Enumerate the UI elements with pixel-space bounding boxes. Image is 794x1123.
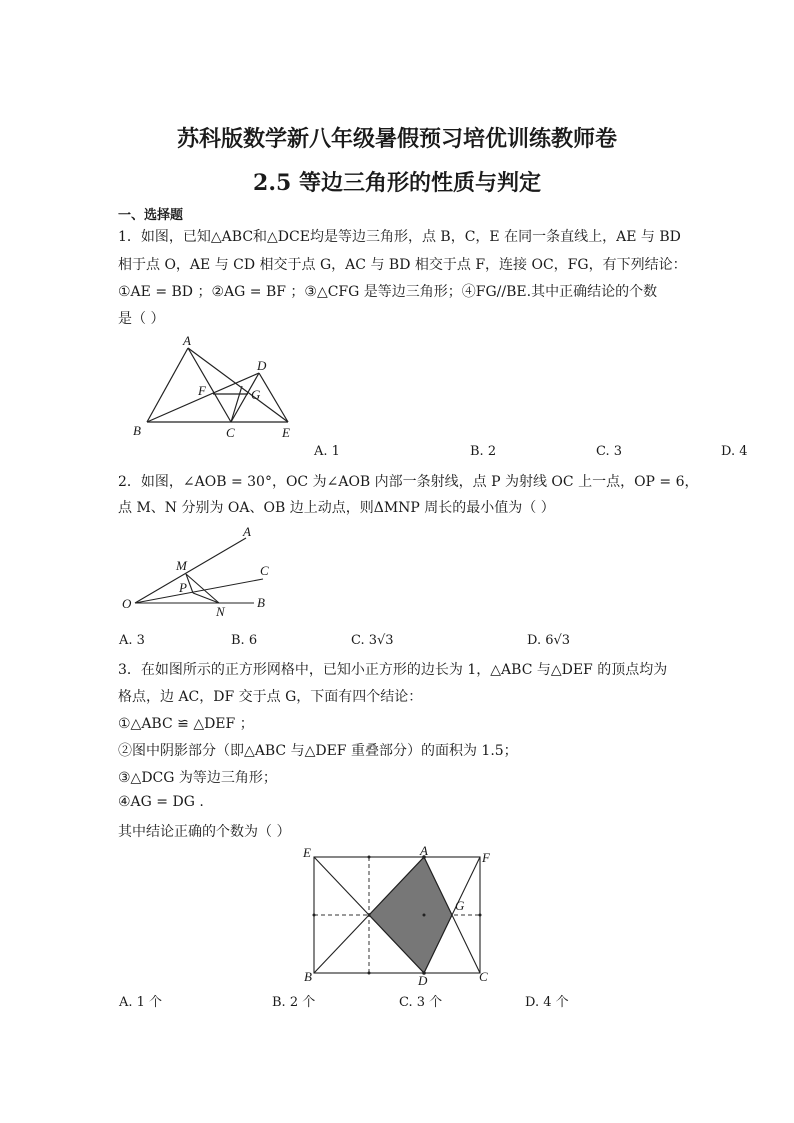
q3-line-7: 其中结论正确的个数为（ ） <box>118 824 291 840</box>
ray-oa <box>135 538 246 603</box>
document-title: 苏科版数学新八年级暑假预习培优训练教师卷 <box>176 126 617 152</box>
section-heading: 一、选择题 <box>118 208 184 223</box>
label-g: G <box>455 898 465 913</box>
label-m: M <box>176 558 187 573</box>
q3-line-5: ③△DCG 为等边三角形； <box>118 770 277 786</box>
label-b: B <box>257 595 265 610</box>
q2-option-a: A. 3 <box>119 633 145 648</box>
label-a: A <box>243 524 251 539</box>
label-a: A <box>420 843 428 858</box>
label-p: P <box>179 580 187 595</box>
q1-line-2: 相于点 O，AE 与 CD 相交于点 G，AC 与 BD 相交于点 F，连接 OC，FG，有下列结论： <box>118 257 687 273</box>
label-b: B <box>304 969 312 984</box>
q1-option-b: B. 2 <box>470 444 497 459</box>
label-b: B <box>133 423 141 438</box>
label-c: C <box>479 969 488 984</box>
q2-line-2: 点 M、N 分别为 OA、OB 边上动点，则ΔMNP 周长的最小值为（ ） <box>118 500 555 516</box>
q3-line-4: ②图中阴影部分（即△ABC 与△DEF 重叠部分）的面积为 1.5； <box>118 743 518 759</box>
q3-option-a: A. 1 个 <box>119 995 163 1010</box>
label-e: E <box>303 845 311 860</box>
q1-figure <box>125 332 305 442</box>
q2-option-c: C. 3√3 <box>351 633 394 648</box>
q3-line-6: ④AG = DG . <box>118 794 204 810</box>
q1-line-3: ①AE = BD ；②AG = BF ；③△CFG 是等边三角形；④FG//BE.其中正确结论的个数 <box>118 284 658 300</box>
label-f: F <box>198 383 206 398</box>
line-oc <box>231 386 242 422</box>
line-ac <box>188 348 231 422</box>
label-c: C <box>260 563 269 578</box>
label-d: D <box>257 358 267 373</box>
q1-option-d: D. 4 <box>721 444 748 459</box>
q3-option-b: B. 2 个 <box>272 995 316 1010</box>
label-f: F <box>482 850 490 865</box>
q2-option-d: D. 6√3 <box>527 633 571 648</box>
q3-line-2: 格点，边 AC，DF 交于点 G，下面有四个结论： <box>118 689 423 705</box>
q3-figure <box>300 843 500 988</box>
q2-line-1: 2．如图，∠AOB = 30°，OC 为∠AOB 内部一条射线，点 P 为射线 OC 上一点，OP = 6， <box>118 474 699 490</box>
q3-line-3: ①△ABC ≌ △DEF ； <box>118 716 254 732</box>
line-ba <box>147 348 188 422</box>
label-d: D <box>418 973 428 988</box>
ray-oc <box>135 579 263 603</box>
label-o: O <box>122 596 132 611</box>
q3-line-1: 3．在如图所示的正方形网格中，已知小正方形的边长为 1，△ABC 与△DEF 的顶点均为 <box>118 662 668 678</box>
label-c: C <box>226 425 235 440</box>
label-g: G <box>251 387 261 402</box>
segment-pn <box>193 593 219 603</box>
q3-option-c: C. 3 个 <box>399 995 443 1010</box>
line-de <box>259 373 288 422</box>
q1-option-a: A. 1 <box>314 444 340 459</box>
q1-line-1: 1．如图，已知△ABC和△DCE均是等边三角形，点 B，C，E 在同一条直线上，AE 与 BD <box>118 229 681 245</box>
label-n: N <box>216 604 225 618</box>
q2-figure <box>118 523 283 618</box>
label-e: E <box>282 425 290 440</box>
label-a: A <box>183 333 191 348</box>
q1-line-4: 是（ ） <box>118 311 165 327</box>
q2-option-b: B. 6 <box>231 633 258 648</box>
q3-option-d: D. 4 个 <box>525 995 569 1010</box>
q1-option-c: C. 3 <box>596 444 623 459</box>
document-subtitle: 2.5 等边三角形的性质与判定 <box>253 170 541 196</box>
shaded-overlap <box>369 857 452 973</box>
